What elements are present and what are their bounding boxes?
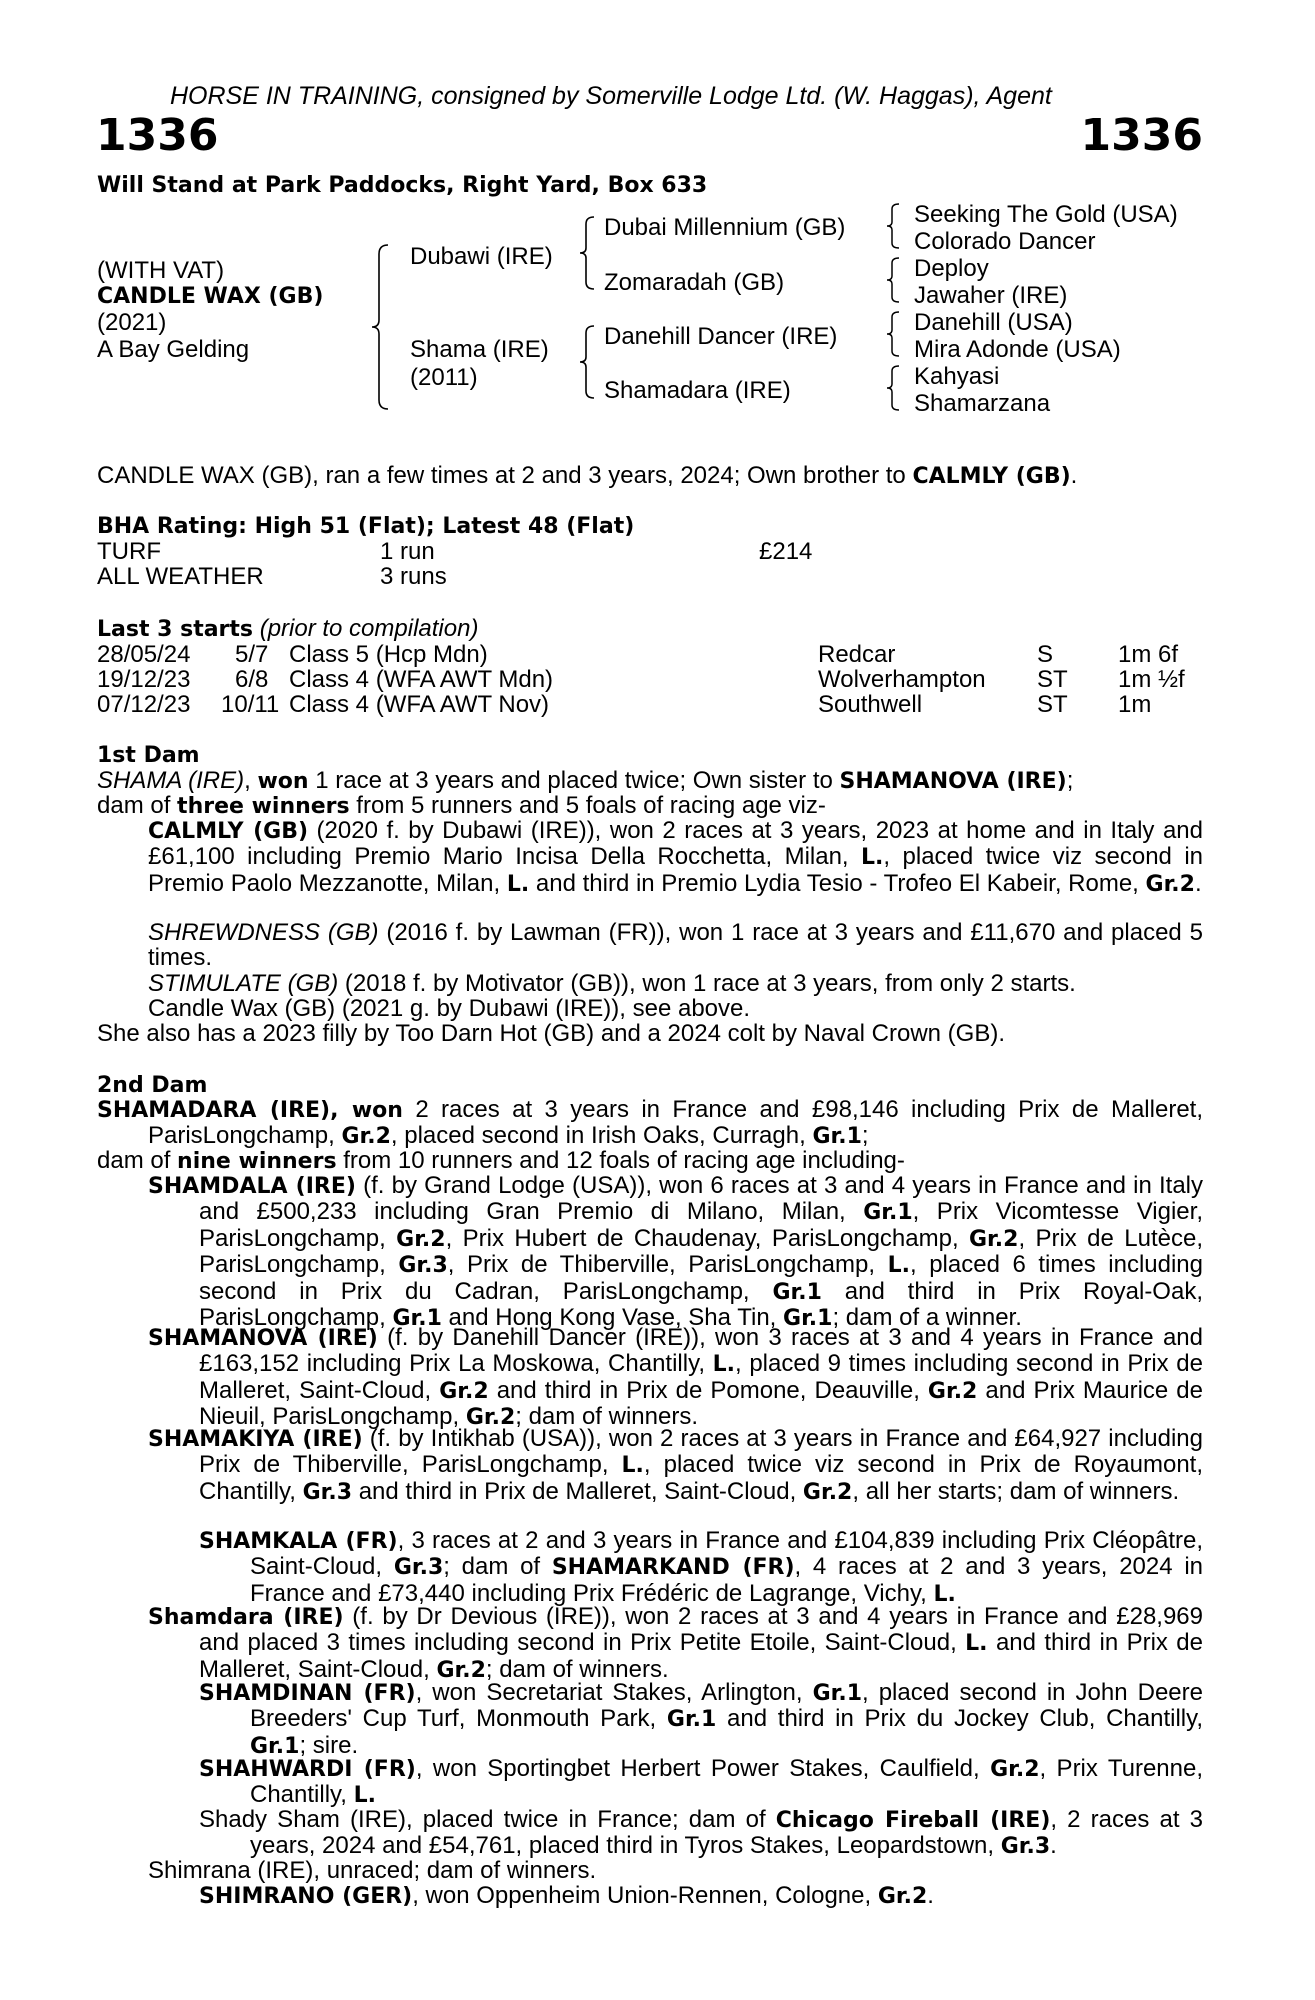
produce-text: , won Secretariat Stakes, Arlington,	[415, 1679, 813, 1706]
produce-text: , placed 9 times including second in Prix de Malleret, Saint-Cloud,	[199, 1350, 1203, 1404]
grade: Gr.2	[802, 1479, 853, 1505]
grade: L.	[887, 1253, 910, 1279]
won-label: won	[257, 769, 309, 794]
gen3-brace-4	[885, 365, 903, 411]
produce-text: , Prix de Thiberville, ParisLongchamp,	[447, 1251, 888, 1279]
produce-shamdala	[148, 1172, 1203, 1332]
produce-text: ; dam of a winner.	[832, 1304, 1022, 1332]
horse-year: (2021)	[97, 309, 167, 336]
rating-runs: 3 runs	[380, 563, 447, 590]
vat-label: (WITH VAT)	[97, 257, 225, 284]
produce-text: , Prix de Lutèce, ParisLongchamp,	[199, 1224, 1203, 1279]
produce-text: , 2 races at 3 years, 2024 and £54,761, placed third in Tyros Stakes, Leopardstown,	[250, 1806, 1203, 1860]
grade: Gr.2	[877, 1884, 928, 1909]
produce-text: and third in Prix de Malleret, Saint-Cloud,	[199, 1629, 1203, 1683]
gen3-7: Kahyasi	[914, 363, 1000, 390]
produce-text: ; dam of winners.	[515, 1403, 698, 1431]
produce-name: SHAHWARDI (FR)	[199, 1757, 416, 1782]
sire-dam: Zomaradah (GB)	[604, 269, 785, 296]
punct: ;	[861, 1122, 869, 1150]
first-dam-line-2	[97, 793, 826, 819]
grade: Gr.3	[398, 1253, 448, 1279]
produce-text: , 3 races at 2 and 3 years in France and £104,839 including Prix Cléopâtre, Saint-Cloud,	[250, 1527, 1203, 1581]
produce-text: and third in Prix de Malleret, Saint-Cloud,	[352, 1477, 803, 1505]
produce-text: , all her starts; dam of winners.	[852, 1477, 1180, 1505]
produce-text: , 4 races at 2 and 3 years, 2024 in France and £73,440 including Prix Frédéric de Lagrange, Vichy,	[250, 1553, 1203, 1607]
gen3-2: Colorado Dancer	[914, 228, 1096, 255]
start-row	[97, 667, 1217, 692]
grade: Gr.2	[927, 1378, 978, 1404]
gen3-brace-1	[885, 203, 903, 249]
punct: .	[1194, 869, 1202, 897]
start-position: 6/8	[235, 666, 269, 693]
punct: ;	[1066, 767, 1074, 794]
produce-shamanova	[148, 1324, 1203, 1431]
produce-shady-sham	[199, 1806, 1203, 1860]
start-going: ST	[1037, 666, 1068, 693]
record-text: 2 races at 3 years in France and £98,146 including Prix de Malleret, ParisLongchamp,	[148, 1096, 1203, 1150]
gen3-brace-2	[885, 257, 903, 303]
produce-text: (f. by Danehill Dancer (IRE)), won 3 races at 3 and 4 years in France and £163,152 including Prix La Moskowa, Chantilly,	[199, 1324, 1203, 1378]
start-race: Class 4 (WFA AWT Nov)	[289, 691, 550, 718]
start-race: Class 5 (Hcp Mdn)	[289, 641, 488, 668]
dam-name: SHAMA (IRE)	[97, 767, 245, 794]
produce-text: (2016 f. by Lawman (FR)), won 1 race at 3 years and £11,670 and placed 5 times.	[148, 919, 1203, 972]
grade: Gr.2	[396, 1226, 446, 1252]
produce-text: and Hong Kong Vase, Sha Tin,	[441, 1304, 784, 1332]
produce-name: CALMLY (GB)	[148, 819, 309, 844]
dam-of: dam of	[97, 1147, 178, 1174]
horse-description: A Bay Gelding	[97, 336, 250, 363]
produce-shahwardi	[199, 1755, 1204, 1809]
grade: L.	[933, 1581, 956, 1607]
second-dam-produce-summary	[97, 1148, 905, 1174]
summary-end: .	[1070, 462, 1078, 489]
runners-text: from 10 runners and 12 foals of racing age including-	[336, 1147, 905, 1174]
start-position: 5/7	[235, 641, 269, 668]
produce-candle-wax: Candle Wax (GB) (2021 g. by Dubawi (IRE)), see above.	[148, 995, 751, 1022]
start-date: 19/12/23	[97, 666, 191, 693]
punct: .	[1050, 1832, 1057, 1860]
stand-location: Will Stand at Park Paddocks, Right Yard, Box 633	[97, 173, 708, 198]
runners-text: from 5 runners and 5 foals of racing age viz-	[349, 792, 826, 819]
produce-stimulate	[148, 971, 1076, 996]
summary-line	[97, 463, 1077, 489]
dam-name: Shama (IRE)	[410, 336, 549, 363]
produce-text: (f. by Intikhab (USA)), won 2 races at 3 years in France and £64,927 including Prix de Thiberville, ParisLongchamp,	[199, 1425, 1203, 1479]
second-dam-record	[97, 1096, 1203, 1150]
start-course: Southwell	[818, 691, 923, 718]
start-course: Redcar	[818, 641, 896, 668]
produce-text: , placed twice viz second in Prix de Royaumont, Chantilly,	[199, 1451, 1204, 1505]
rating-surface: ALL WEATHER	[97, 563, 264, 590]
produce-text: (f. by Dr Devious (IRE)), won 2 races at 3 and 4 years in France and £28,969 and placed 3 times including second in Prix Petite Etoile, Saint-Cloud,	[199, 1603, 1204, 1657]
grade: Gr.3	[393, 1555, 444, 1581]
grade: Gr.1	[666, 1707, 717, 1733]
produce-name: STIMULATE (GB)	[148, 970, 339, 997]
produce-shamdara	[148, 1603, 1204, 1683]
produce-text: Shady Sham (IRE), placed twice in France; dam of	[199, 1806, 776, 1833]
produce-name: SHREWDNESS (GB)	[148, 919, 379, 946]
produce-text: (f. by Grand Lodge (USA)), won 6 races at 3 and 4 years in France and in Italy and £500,233 including Gran Premio di Milano, Milan,	[199, 1172, 1203, 1226]
produce-name: SHIMRANO (GER)	[199, 1884, 413, 1909]
punct: .	[927, 1882, 934, 1909]
start-row	[97, 642, 1217, 667]
produce-name: SHAMDINAN (FR)	[199, 1681, 416, 1706]
gen3-6: Mira Adonde (USA)	[914, 336, 1121, 363]
produce-text: and Prix Maurice de Nieuil, ParisLongchamp,	[199, 1376, 1203, 1431]
start-course: Wolverhampton	[818, 666, 986, 693]
produce-text: , Prix Hubert de Chaudenay, ParisLongchamp,	[445, 1224, 969, 1252]
produce-calmly	[100, 818, 1203, 897]
sire-sire: Dubai Millennium (GB)	[604, 214, 846, 241]
grade: Gr.1	[783, 1306, 833, 1332]
start-distance: 1m	[1118, 691, 1152, 718]
start-going: S	[1037, 641, 1054, 668]
grade: L.	[621, 1453, 644, 1479]
produce-name: SHAMDALA (IRE)	[148, 1174, 356, 1199]
rating-heading: BHA Rating: High 51 (Flat); Latest 48 (Flat)	[97, 514, 635, 539]
dam-name: SHAMADARA (IRE), won	[97, 1098, 403, 1123]
grade: L.	[353, 1783, 376, 1809]
summary-text: CANDLE WAX (GB), ran a few times at 2 and 3 years, 2024; Own brother to	[97, 462, 913, 489]
start-row	[97, 692, 1217, 717]
start-race: Class 4 (WFA AWT Mdn)	[289, 666, 554, 693]
dam-of: dam of	[97, 792, 178, 819]
lot-number-left: 1336	[96, 110, 219, 161]
grade: Gr.2	[436, 1657, 486, 1683]
grade: Gr.3	[1000, 1834, 1051, 1860]
grade: Gr.2	[990, 1757, 1040, 1782]
dam-sire: Danehill Dancer (IRE)	[604, 323, 838, 350]
gen3-5: Danehill (USA)	[914, 309, 1073, 336]
produce-text: , placed second in John Deere Breeders' Cup Turf, Monmouth Park,	[250, 1679, 1203, 1733]
grade: Gr.1	[812, 1681, 862, 1706]
grade: Gr.1	[812, 1124, 862, 1150]
dam-year: (2011)	[410, 364, 478, 391]
starts-heading: Last 3 starts	[97, 617, 254, 642]
produce-shimrano	[199, 1883, 934, 1909]
grade: Gr.2	[969, 1226, 1019, 1252]
produce-shamakiya	[148, 1425, 1204, 1505]
gen3-brace-3	[885, 311, 903, 357]
grade: Gr.2	[439, 1378, 489, 1404]
dam-parents-brace	[578, 325, 598, 399]
rating-row-aw	[97, 564, 997, 589]
lot-number-right: 1336	[1080, 110, 1203, 161]
sire-parents-brace	[578, 216, 598, 290]
produce-name: Chicago Fireball (IRE)	[775, 1808, 1051, 1833]
grade: L.	[506, 871, 530, 897]
grade: Gr.2	[465, 1405, 516, 1431]
start-going: ST	[1037, 691, 1068, 718]
rating-prize: £214	[759, 538, 813, 565]
produce-text: , won Oppenheim Union-Rennen, Cologne,	[412, 1882, 878, 1909]
produce-shimrana: Shimrana (IRE), unraced; dam of winners.	[148, 1857, 597, 1884]
start-distance: 1m 6f	[1118, 641, 1179, 668]
winners-count: three winners	[177, 794, 350, 819]
grade: L.	[965, 1631, 988, 1657]
gen3-4: Jawaher (IRE)	[914, 282, 1068, 309]
produce-text: and third in Premio Lydia Tesio - Trofeo El Kabeir, Rome,	[529, 869, 1146, 897]
first-dam-heading: 1st Dam	[97, 743, 200, 768]
grade: Gr.2	[341, 1124, 391, 1150]
record-text: 1 race at 3 years and placed twice; Own sister to	[308, 767, 840, 794]
produce-text: ; dam of	[443, 1553, 552, 1581]
sire-name: Dubawi (IRE)	[410, 243, 553, 270]
produce-text: (2020 f. by Dubawi (IRE)), won 2 races at 3 years, 2023 at home and in Italy and £61,100 including Premio Mario Incisa Della Rocchetta, Milan,	[148, 817, 1203, 871]
rating-surface: TURF	[97, 538, 161, 565]
produce-text: , won Sportingbet Herbert Power Stakes, Caulfield,	[415, 1755, 991, 1782]
grade: Gr.3	[302, 1479, 353, 1505]
start-distance: 1m ½f	[1118, 666, 1185, 693]
gen3-3: Deploy	[914, 255, 989, 282]
dam-dam: Shamadara (IRE)	[604, 377, 791, 404]
sister-name: SHAMANOVA (IRE)	[839, 769, 1067, 794]
produce-text: , placed 6 times including second in Prix du Cadran, ParisLongchamp,	[199, 1251, 1203, 1305]
produce-text: ; sire.	[299, 1731, 359, 1759]
produce-shamdinan	[199, 1679, 1204, 1759]
produce-text: and third in Prix de Pomone, Deauville,	[488, 1376, 928, 1404]
produce-text: and third in Prix du Jockey Club, Chantilly,	[716, 1705, 1204, 1733]
dam-also-has: She also has a 2023 filly by Too Darn Hot (GB) and a 2024 colt by Naval Crown (GB).	[97, 1020, 1006, 1047]
produce-text: , placed twice viz second in Premio Paolo Mezzanotte, Milan,	[148, 843, 1204, 897]
starts-heading-line	[97, 616, 478, 642]
consignment-line: HORSE IN TRAINING, consigned by Somerville Lodge Ltd. (W. Haggas), Agent	[170, 82, 1052, 110]
produce-name: Shamdara (IRE)	[148, 1605, 344, 1630]
produce-name: SHAMAKIYA (IRE)	[148, 1427, 363, 1452]
produce-shamkala	[199, 1527, 1203, 1607]
produce-name: SHAMANOVA (IRE)	[148, 1326, 378, 1351]
gen3-1: Seeking The Gold (USA)	[914, 201, 1178, 228]
grade: Gr.1	[392, 1306, 442, 1332]
starts-note: (prior to compilation)	[259, 615, 479, 642]
produce-shrewdness	[148, 920, 1203, 971]
separator: ,	[244, 767, 258, 794]
grade: Gr.1	[772, 1279, 822, 1305]
produce-text: ; dam of winners.	[485, 1655, 669, 1683]
produce-text: and third in Prix Royal-Oak, ParisLongchamp,	[199, 1277, 1203, 1332]
winners-count: nine winners	[177, 1149, 337, 1174]
second-dam-heading: 2nd Dam	[97, 1073, 208, 1098]
rating-runs: 1 run	[380, 538, 435, 565]
record-text: , placed second in Irish Oaks, Curragh,	[390, 1122, 813, 1150]
produce-name: SHAMKALA (FR)	[199, 1529, 398, 1554]
start-date: 28/05/24	[97, 641, 191, 668]
grade: L.	[861, 845, 884, 871]
produce-name: SHAMARKAND (FR)	[551, 1555, 795, 1581]
grade: L.	[712, 1352, 736, 1378]
summary-brother: CALMLY (GB)	[912, 464, 1071, 489]
produce-text: (2018 f. by Motivator (GB)), won 1 race at 3 years, from only 2 starts.	[338, 970, 1076, 997]
produce-text: , Prix Turenne, Chantilly,	[250, 1755, 1204, 1809]
gen3-8: Shamarzana	[914, 390, 1051, 417]
first-dam-line-1	[97, 768, 1073, 794]
grade: Gr.1	[863, 1200, 913, 1226]
grade: Gr.1	[250, 1733, 300, 1759]
sire-dam-brace	[370, 244, 392, 410]
rating-row-turf	[97, 539, 997, 564]
start-position: 10/11	[221, 691, 280, 718]
start-date: 07/12/23	[97, 691, 191, 718]
horse-name: CANDLE WAX (GB)	[97, 284, 324, 309]
produce-text: , Prix Vicomtesse Vigier, ParisLongchamp,	[199, 1198, 1203, 1252]
grade: Gr.2	[1145, 871, 1195, 897]
